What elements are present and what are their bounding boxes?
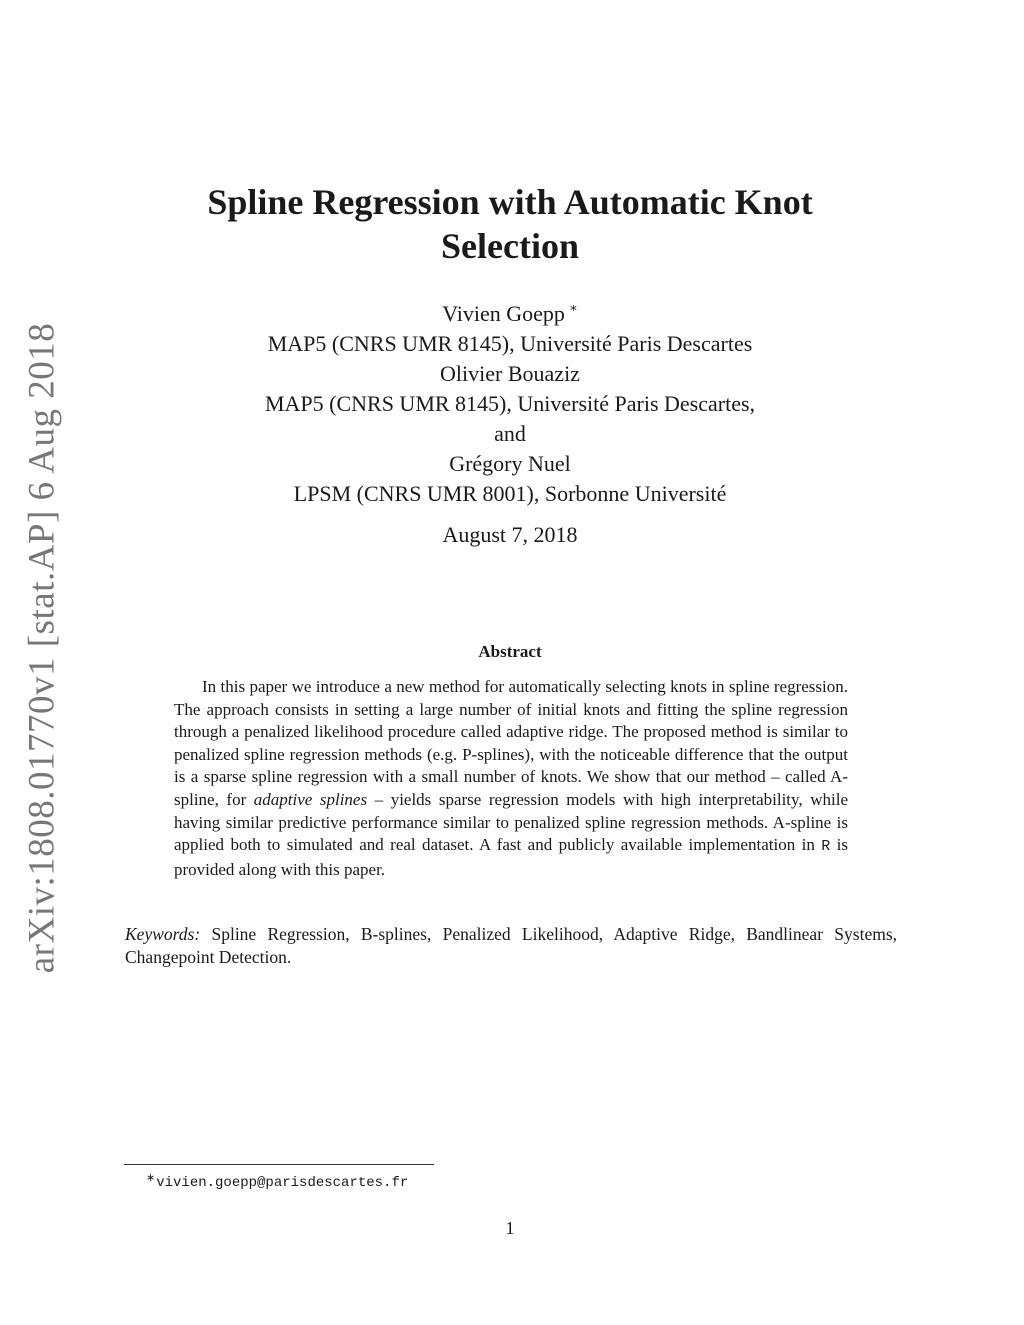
title-line-2: Selection — [441, 226, 579, 266]
keywords-label: Keywords: — [125, 924, 201, 944]
abstract-text-2: – yields sparse regression models with high interpretability, while having similar predictive performance similar to penalized spline regression methods. A-spline is applied both to simulated and real dataset. A fast and publicly available implementation in — [174, 789, 848, 855]
author-1-name: Vivien Goepp — [442, 301, 565, 326]
author-3-affiliation: LPSM (CNRS UMR 8001), Sorbonne Université — [293, 481, 727, 506]
author-3-name: Grégory Nuel — [449, 451, 571, 476]
author-1-affiliation: MAP5 (CNRS UMR 8145), Université Paris Descartes — [267, 331, 753, 356]
paper-title — [150, 180, 870, 268]
abstract-heading: Abstract — [478, 642, 542, 661]
abstract-code-r: R — [821, 838, 831, 856]
arxiv-identifier: arXiv:1808.01770v1 [stat.AP] 6 Aug 2018 — [21, 322, 63, 974]
footnote-mark: ∗ — [146, 1172, 156, 1184]
author-1 — [150, 293, 870, 329]
keywords — [125, 923, 897, 969]
abstract-body — [174, 676, 848, 881]
author-block — [150, 293, 870, 509]
publication-date: August 7, 2018 — [442, 522, 578, 547]
author-2-name: Olivier Bouaziz — [440, 361, 580, 386]
keywords-text: Spline Regression, B-splines, Penalized Likelihood, Adaptive Ridge, Bandlinear Systems, Changepoint Detection. — [125, 924, 898, 967]
footnote-email[interactable]: vivien.goepp@parisdescartes.fr — [156, 1175, 409, 1191]
author-conjunction: and — [494, 421, 526, 446]
footnote — [146, 1171, 408, 1191]
page-number: 1 — [505, 1218, 515, 1238]
author-2-affiliation: MAP5 (CNRS UMR 8145), Université Paris Descartes, — [264, 391, 756, 416]
title-line-1: Spline Regression with Automatic Knot — [207, 182, 813, 222]
abstract-text-1: In this paper we introduce a new method for automatically selecting knots in spline regression. The approach consists in setting a large number of initial knots and fitting the spline regression through a penalized likelihood procedure called adaptive ridge. The proposed method is similar to penalized spline regression methods (e.g. P-splines), with the noticeable difference that the output is a sparse spline regression with a small number of knots. We show that our method – called A-spline, for — [174, 677, 848, 809]
abstract-text-3: is provided along with this paper. — [174, 835, 848, 879]
author-1-footnote-mark: ∗ — [568, 300, 578, 315]
abstract-emphasis: adaptive splines — [253, 789, 368, 809]
footnote-divider — [124, 1164, 434, 1165]
